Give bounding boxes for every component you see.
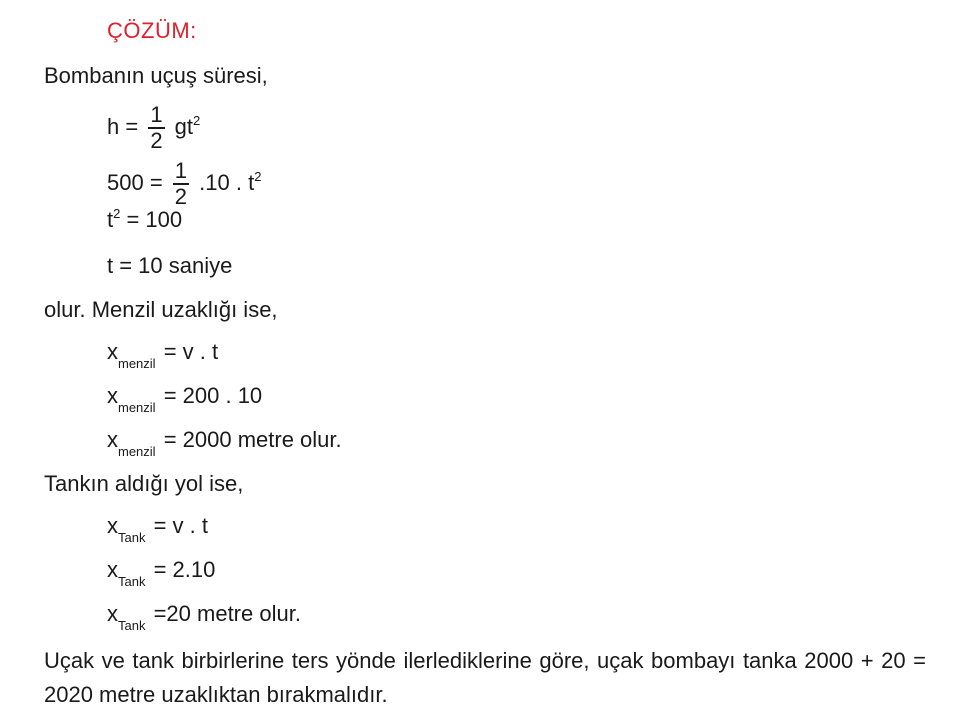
- range-equation: [107, 382, 262, 413]
- range-rhs: = v . t: [157, 339, 219, 364]
- equation-t-squared: [107, 206, 182, 234]
- flight-time-intro: Bombanın uçuş süresi,: [44, 63, 268, 88]
- equation-500-lhs: 500 =: [107, 169, 169, 195]
- tank-var: x: [107, 513, 118, 538]
- equation-t-result: t = 10 saniye: [107, 253, 233, 278]
- fraction-denominator: 2: [150, 128, 163, 153]
- range-var: x: [107, 339, 118, 364]
- equation-h-rhs: gt: [168, 113, 194, 139]
- exponent: 2: [254, 168, 262, 184]
- range-subscript: menzil: [118, 356, 156, 371]
- range-rhs: = 2000 metre olur.: [157, 427, 342, 452]
- tank-subscript: Tank: [118, 574, 146, 589]
- tank-rhs: = 2.10: [147, 557, 216, 582]
- equation-t-var: t: [107, 207, 114, 232]
- fraction-numerator: 1: [150, 102, 163, 127]
- equation-t-squared-rhs: = 100: [120, 207, 183, 232]
- tank-equation: [107, 556, 215, 587]
- equation-h: [107, 104, 200, 152]
- solution-heading: ÇÖZÜM:: [107, 18, 197, 43]
- exponent: 2: [193, 112, 201, 128]
- conclusion-paragraph: Uçak ve tank birbirlerine ters yönde ilerlediklerine göre, uçak bombayı tanka 2000 + 20 = 2020 metre uzaklıktan bırakmalıdır.: [44, 648, 926, 707]
- range-intro: olur. Menzil uzaklığı ise,: [44, 297, 278, 322]
- fraction-numerator: 1: [174, 158, 188, 183]
- range-subscript: menzil: [118, 444, 156, 459]
- tank-subscript: Tank: [118, 618, 146, 633]
- tank-rhs: = v . t: [147, 513, 208, 538]
- range-var: x: [107, 383, 118, 408]
- fraction-one-half: [173, 160, 189, 208]
- range-var: x: [107, 427, 118, 452]
- range-equation: [107, 338, 218, 369]
- tank-intro: Tankın aldığı yol ise,: [44, 471, 244, 496]
- range-rhs: = 200 . 10: [157, 383, 263, 408]
- fraction-one-half: [148, 104, 164, 152]
- exponent: 2: [113, 206, 121, 221]
- tank-rhs: =20 metre olur.: [147, 601, 301, 626]
- tank-subscript: Tank: [118, 530, 146, 545]
- range-subscript: menzil: [118, 400, 156, 415]
- tank-var: x: [107, 557, 118, 582]
- equation-500: [107, 160, 261, 208]
- tank-var: x: [107, 601, 118, 626]
- tank-equation: [107, 600, 301, 631]
- tank-equation: [107, 512, 208, 543]
- equation-h-lhs: h =: [107, 113, 145, 139]
- equation-500-rhs: .10 . t: [193, 169, 255, 195]
- range-equation: [107, 426, 342, 457]
- fraction-denominator: 2: [174, 184, 188, 209]
